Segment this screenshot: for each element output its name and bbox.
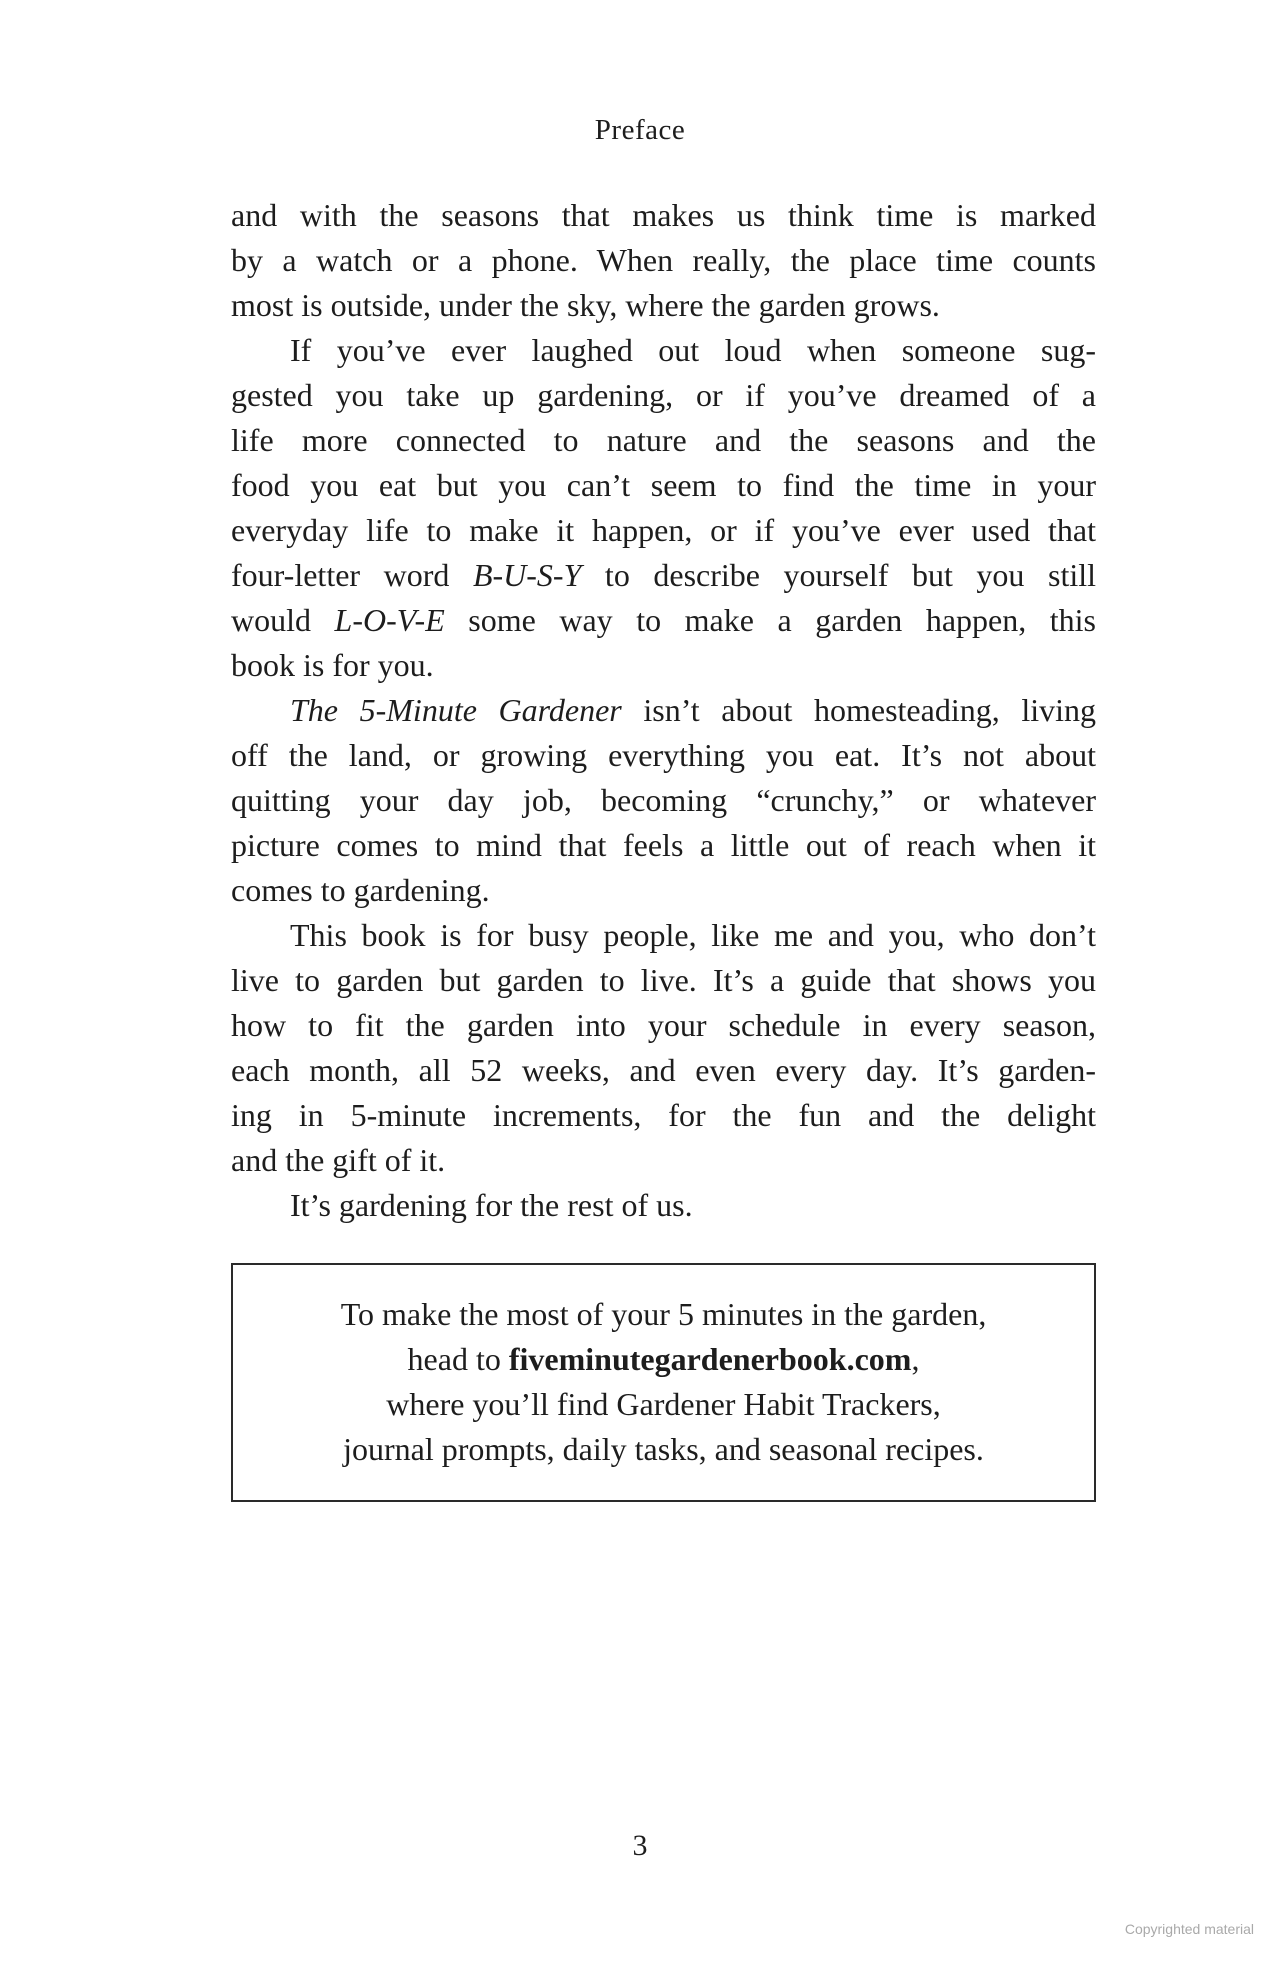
text-line: This book is for busy people, like me and you, who don’t <box>290 917 1096 953</box>
book-title: The 5-Minute Gardener <box>290 692 622 728</box>
emphasis-love: L-O-V-E <box>334 602 445 638</box>
text-line: book is for you. <box>231 647 434 683</box>
callout-line: where you’ll find Gardener Habit Trackers, <box>386 1386 941 1422</box>
website-url: fiveminutegardenerbook.com <box>508 1341 912 1377</box>
copyright-notice: Copyrighted material <box>1124 1921 1254 1937</box>
text-line: everyday life to make it happen, or if you’ve ever used that <box>231 512 1096 548</box>
page-number: 3 <box>632 1829 648 1862</box>
text-line: It’s gardening for the rest of us. <box>290 1187 693 1223</box>
callout-line: journal prompts, daily tasks, and seasonal recipes. <box>343 1431 984 1467</box>
text-line: would L-O-V-E some way to make a garden happen, this <box>231 602 1096 638</box>
text-line: live to garden but garden to live. It’s a guide that shows you <box>231 962 1096 998</box>
text-line: food you eat but you can’t seem to find the time in your <box>231 467 1096 503</box>
text-line: how to fit the garden into your schedule in every season, <box>231 1007 1096 1043</box>
text-line: If you’ve ever laughed out loud when someone sug- <box>290 332 1096 368</box>
website-callout-box <box>231 1263 1096 1502</box>
text-line: and the gift of it. <box>231 1142 446 1178</box>
callout-line: To make the most of your 5 minutes in the garden, <box>340 1296 987 1332</box>
text-line: comes to gardening. <box>231 872 490 908</box>
text-line: and with the seasons that makes us think time is marked <box>231 197 1096 233</box>
text-line: picture comes to mind that feels a little out of reach when it <box>231 827 1096 863</box>
preface-body-text <box>231 193 1096 1228</box>
text-line: four-letter word B-U-S-Y to describe yourself but you still <box>231 557 1096 593</box>
running-head: Preface <box>594 114 686 146</box>
text-line: gested you take up gardening, or if you’ve dreamed of a <box>231 377 1096 413</box>
text-line: life more connected to nature and the seasons and the <box>231 422 1096 458</box>
text-line: The 5-Minute Gardener isn’t about homesteading, living <box>290 692 1096 728</box>
text-line: most is outside, under the sky, where the garden grows. <box>231 287 940 323</box>
text-line: off the land, or growing everything you eat. It’s not about <box>231 737 1096 773</box>
text-line: ing in 5-minute increments, for the fun and the delight <box>231 1097 1096 1133</box>
callout-line: head to fiveminutegardenerbook.com, <box>407 1341 920 1377</box>
text-line: each month, all 52 weeks, and even every day. It’s garden- <box>231 1052 1096 1088</box>
text-line: quitting your day job, becoming “crunchy,” or whatever <box>231 782 1096 818</box>
emphasis-busy: B-U-S-Y <box>472 557 582 593</box>
text-line: by a watch or a phone. When really, the place time counts <box>231 242 1096 278</box>
